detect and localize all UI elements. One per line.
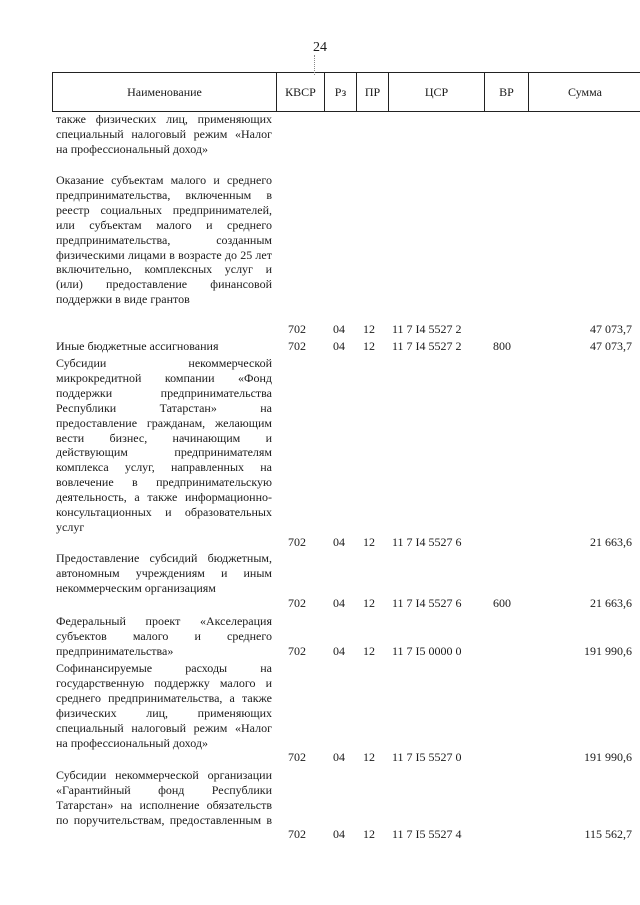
header-vr: ВР xyxy=(485,73,529,111)
row-name: Федеральный проект «Акселерация субъектов малого и среднего предпринимательства» xyxy=(56,614,272,658)
row-vr: 600 xyxy=(493,596,511,610)
row-kvsr: 702 xyxy=(288,596,306,610)
row-sum: 191 990,6 xyxy=(584,750,632,764)
table-row xyxy=(52,768,640,848)
page-number: 24 xyxy=(313,40,327,55)
row-rz: 04 xyxy=(333,596,345,610)
row-sum: 191 990,6 xyxy=(584,644,632,658)
row-kvsr: 702 xyxy=(288,535,306,549)
row-pr: 12 xyxy=(363,339,375,353)
row-kvsr: 702 xyxy=(288,827,306,841)
header-rz: Рз xyxy=(325,73,357,111)
table-row xyxy=(52,356,640,550)
row-kvsr: 702 xyxy=(288,322,306,336)
table-header xyxy=(52,72,640,112)
row-csr: 11 7 I5 5527 0 xyxy=(392,750,462,764)
row-rz: 04 xyxy=(333,644,345,658)
row-sum: 47 073,7 xyxy=(590,322,632,336)
row-csr: 11 7 I4 5527 6 xyxy=(392,596,462,610)
row-vr: 800 xyxy=(493,339,511,353)
row-csr: 11 7 I5 0000 0 xyxy=(392,644,462,658)
row-csr: 11 7 I4 5527 2 xyxy=(392,339,462,353)
row-name: Субсидии некоммерческой организации «Гарантийный фонд Республики Татарстан» на исполнение обязательств по поручительствам, предоставленным в xyxy=(56,768,272,827)
row-rz: 04 xyxy=(333,750,345,764)
row-csr: 11 7 I5 5527 4 xyxy=(392,827,462,841)
row-pr: 12 xyxy=(363,750,375,764)
row-rz: 04 xyxy=(333,827,345,841)
row-name: Софинансируемые расходы на государственную поддержку малого и среднего предпринимательства, а также физических лиц, применяющих специальный налоговый режим «Налог на профессиональный доход» xyxy=(56,661,272,750)
row-kvsr: 702 xyxy=(288,750,306,764)
row-csr: 11 7 I4 5527 2 xyxy=(392,322,462,336)
row-name: Субсидии некоммерческой микрокредитной компании «Фонд поддержки предпринимательства Республики Татарстан» на предоставление гражданам, желающим вести бизнес, начинающим и действующим предпринимателям комплекса услуг, направленных на вовлечение в предпринимательскую деятельность, а также информационно-консультационных и образовательных услуг xyxy=(56,356,272,534)
row-sum: 47 073,7 xyxy=(590,339,632,353)
row-name: также физических лиц, применяющих специальный налоговый режим «Налог на профессиональный доход» xyxy=(56,112,272,156)
table-row xyxy=(52,112,640,172)
row-pr: 12 xyxy=(363,535,375,549)
row-rz: 04 xyxy=(333,535,345,549)
table-row xyxy=(52,173,640,338)
row-csr: 11 7 I4 5527 6 xyxy=(392,535,462,549)
table-row xyxy=(52,551,640,613)
header-pr: ПР xyxy=(357,73,389,111)
row-sum: 115 562,7 xyxy=(584,827,632,841)
row-sum: 21 663,6 xyxy=(590,535,632,549)
header-kvsr: КВСР xyxy=(277,73,325,111)
column-divider xyxy=(314,55,315,75)
row-pr: 12 xyxy=(363,322,375,336)
row-sum: 21 663,6 xyxy=(590,596,632,610)
table-row xyxy=(52,339,640,355)
row-kvsr: 702 xyxy=(288,644,306,658)
row-kvsr: 702 xyxy=(288,339,306,353)
table-row xyxy=(52,614,640,660)
header-name: Наименование xyxy=(53,73,277,111)
row-name: Оказание субъектам малого и среднего предпринимательства, включенным в реестр социальных предпринимателей, или субъектам малого и среднего предпринимательства, созданным физическими лицами в возрасте до 25 лет включительно, комплексных услуг и (или) предоставление финансовой поддержки в виде грантов xyxy=(56,173,272,307)
row-rz: 04 xyxy=(333,322,345,336)
row-name: Иные бюджетные ассигнования xyxy=(56,339,219,353)
header-sum: Сумма xyxy=(568,84,602,99)
row-pr: 12 xyxy=(363,827,375,841)
row-pr: 12 xyxy=(363,644,375,658)
row-rz: 04 xyxy=(333,339,345,353)
row-pr: 12 xyxy=(363,596,375,610)
header-csr: ЦСР xyxy=(389,73,485,111)
table-row xyxy=(52,661,640,766)
row-name: Предоставление субсидий бюджетным, автономным учреждениям и иным некоммерческим организациям xyxy=(56,551,272,595)
